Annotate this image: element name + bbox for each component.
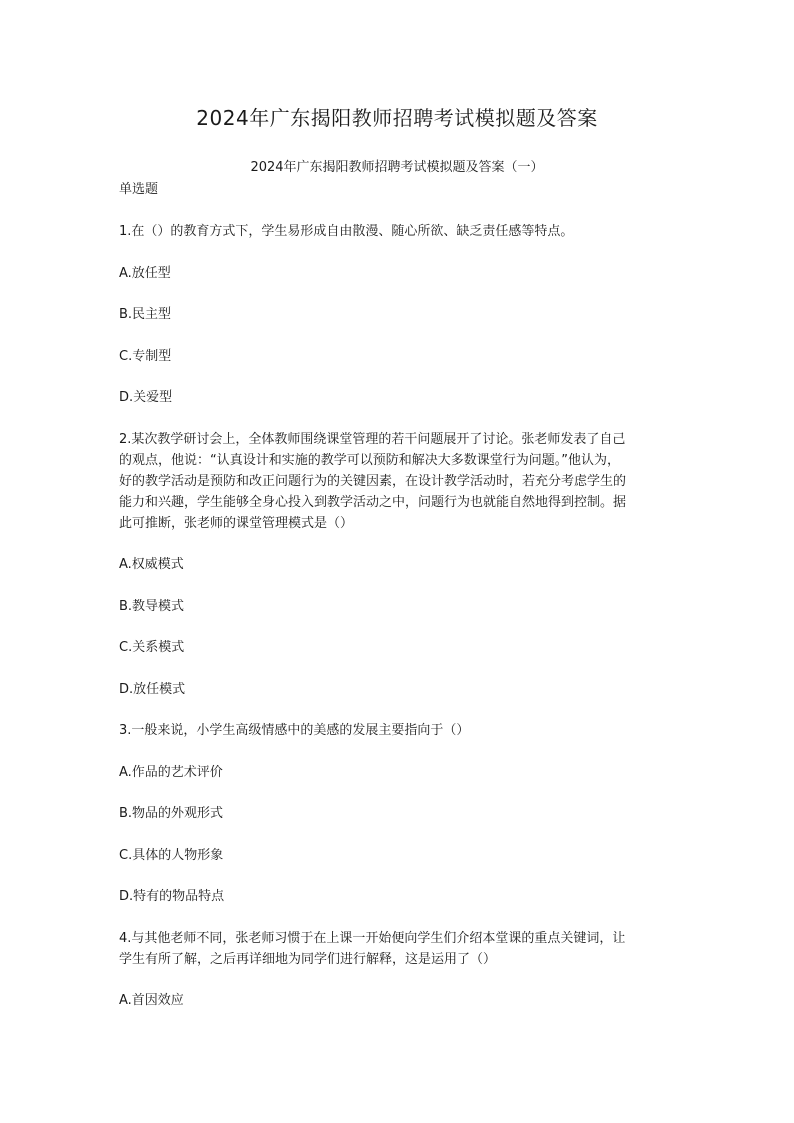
- section-heading: 单选题: [119, 182, 159, 197]
- question-3-option-c: C.具体的人物形象: [119, 848, 224, 863]
- question-4-option-a: A.首因效应: [119, 993, 184, 1008]
- question-2-option-d: D.放任模式: [119, 682, 186, 697]
- question-1-option-c: C.专制型: [119, 349, 172, 364]
- document-subtitle: 2024年广东揭阳教师招聘考试模拟题及答案（一）: [250, 160, 544, 175]
- question-4-text-line-2: 学生有所了解，之后再详细地为同学们进行解释，这是运用了（）: [119, 952, 497, 967]
- question-3-option-d: D.特有的物品特点: [119, 889, 225, 904]
- question-3-text: 3.一般来说，小学生高级情感中的美感的发展主要指向于（）: [119, 723, 470, 738]
- question-2-text-line-1: 2.某次教学研讨会上，全体教师围绕课堂管理的若干问题展开了讨论。张老师发表了自己: [119, 432, 626, 447]
- question-2-text-line-4: 能力和兴趣，学生能够全身心投入到教学活动之中，问题行为也就能自然地得到控制。据: [119, 495, 627, 510]
- question-3-option-b: B.物品的外观形式: [119, 806, 224, 821]
- question-4-text-line-1: 4.与其他老师不同，张老师习惯于在上课一开始便向学生们介绍本堂课的重点关键词，让: [119, 931, 626, 946]
- question-2-option-c: C.关系模式: [119, 640, 185, 655]
- document-title: 2024年广东揭阳教师招聘考试模拟题及答案: [196, 106, 598, 130]
- question-2-option-b: B.教导模式: [119, 599, 185, 614]
- question-2-text-line-2: 的观点，他说：“认真设计和实施的教学可以预防和解决大多数课堂行为问题。”他认为，: [119, 453, 620, 468]
- question-2-text-line-5: 此可推断，张老师的课堂管理模式是（）: [119, 516, 354, 531]
- question-1-option-a: A.放任型: [119, 266, 171, 281]
- question-1-option-b: B.民主型: [119, 307, 172, 322]
- question-1-option-d: D.关爱型: [119, 390, 173, 405]
- question-1-text: 1.在（）的教育方式下，学生易形成自由散漫、随心所欲、缺乏责任感等特点。: [119, 224, 574, 239]
- question-2-option-a: A.权威模式: [119, 557, 184, 572]
- question-2-text-line-3: 好的教学活动是预防和改正问题行为的关键因素，在设计教学活动时，若充分考虑学生的: [119, 474, 627, 489]
- question-3-option-a: A.作品的艺术评价: [119, 765, 223, 780]
